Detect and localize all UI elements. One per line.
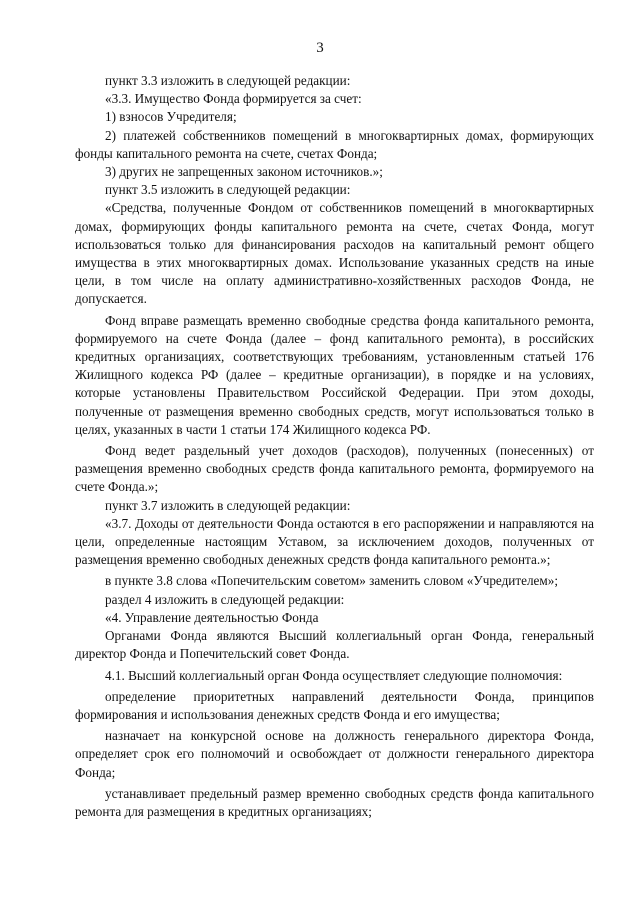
paragraph: Фонд ведет раздельный учет доходов (расходов), полученных (понесенных) от размещения временно свободных средств фонда капитального ремонта, формируемого на счете Фонда.»;	[75, 443, 594, 495]
paragraph: раздел 4 изложить в следующей редакции:	[105, 591, 345, 607]
page-number: 3	[316, 40, 324, 56]
paragraph: Органами Фонда являются Высший коллегиальный орган Фонда, генеральный директор Фонда и Попечительский совет Фонда.	[75, 628, 594, 662]
paragraph: в пункте 3.8 слова «Попечительским советом» заменить словом «Учредителем»;	[105, 573, 559, 589]
paragraph: «4. Управление деятельностью Фонда	[105, 609, 319, 625]
paragraph: 1) взносов Учредителя;	[105, 109, 237, 125]
paragraph: 4.1. Высший коллегиальный орган Фонда осуществляет следующие полномочия:	[105, 667, 563, 683]
paragraph: Фонд вправе размещать временно свободные средства фонда капитального ремонта, формируемого на счете Фонда (далее – фонд капитального ремонта), в российских кредитных организациях, соответствующих требованиям, установленным статьей 176 Жилищного кодекса РФ (далее – кредитные организации), в порядке и на условиях, которые установлены Правительством Российской Федерации. При этом доходы, полученные от размещения временно свободных средств, могут использоваться только в целях, указанных в части 1 статьи 174 Жилищного кодекса РФ.	[75, 312, 594, 437]
paragraph: «3.3. Имущество Фонда формируется за счет:	[105, 91, 362, 107]
paragraph: назначает на конкурсной основе на должность генерального директора Фонда, определяет срок его полномочий и освобождает от должности генерального директора Фонда;	[75, 728, 594, 780]
paragraph: «Средства, полученные Фондом от собственников помещений в многоквартирных домах, формирующих фонды капитального ремонта на счете, счетах Фонда, могут использоваться только для финансирования расходов на капитальный ремонт общего имущества в этих многоквартирных домах. Использование указанных средств на иные цели, в том числе на оплату административно-хозяйственных расходов Фонда, не допускается.	[75, 200, 594, 307]
paragraph: 2) платежей собственников помещений в многоквартирных домах, формирующих фонды капитального ремонта на счете, счетах Фонда;	[75, 127, 594, 161]
paragraph: пункт 3.5 изложить в следующей редакции:	[105, 182, 351, 198]
paragraph: пункт 3.7 изложить в следующей редакции:	[105, 497, 351, 513]
paragraph: определение приоритетных направлений деятельности Фонда, принципов формирования и использования денежных средств Фонда и его имущества;	[75, 688, 594, 722]
document-body	[75, 72, 594, 821]
paragraph: 3) других не запрещенных законом источников.»;	[105, 164, 383, 180]
paragraph: пункт 3.3 изложить в следующей редакции:	[105, 73, 351, 88]
paragraph: устанавливает предельный размер временно свободных средств фонда капитального ремонта для размещения в кредитных организациях;	[75, 785, 594, 819]
paragraph: «3.7. Доходы от деятельности Фонда остаются в его распоряжении и направляются на цели, определенные настоящим Уставом, за исключением доходов, полученных от размещения временно свободных денежных средств фонда капитального ремонта.»;	[75, 515, 594, 568]
